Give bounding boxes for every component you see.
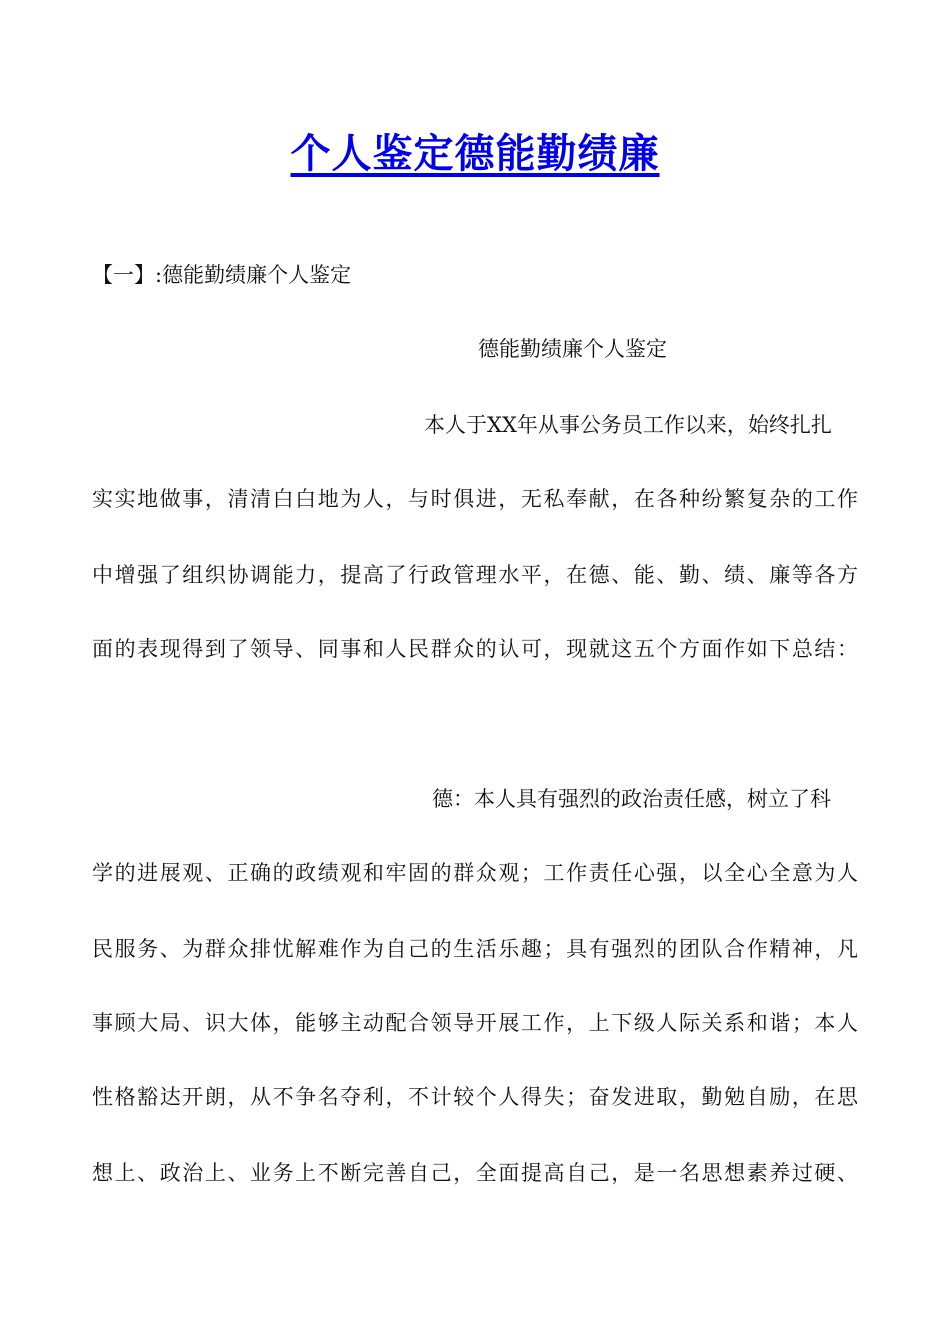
paragraph2-line-1: 德：本人具有强烈的政治责任感，树立了科 xyxy=(432,787,831,811)
subtitle: 德能勤绩廉个人鉴定 xyxy=(478,337,667,361)
section-heading: 【一】:德能勤绩廉个人鉴定 xyxy=(92,263,352,287)
paragraph1-line-1: 本人于XX年从事公务员工作以来，始终扎扎 xyxy=(424,413,832,437)
paragraph2-line-3: 民服务、为群众排忧解难作为自己的生活乐趣；具有强烈的团队合作精神，凡 xyxy=(92,937,858,961)
paragraph1-line-4: 面的表现得到了领导、同事和人民群众的认可，现就这五个方面作如下总结： xyxy=(92,637,858,661)
paragraph2-line-6: 想上、政治上、业务上不断完善自己，全面提高自己，是一名思想素养过硬、 xyxy=(92,1161,858,1185)
paragraph2-line-5: 性格豁达开朗，从不争名夺利，不计较个人得失；奋发进取，勤勉自励，在思 xyxy=(92,1085,858,1109)
paragraph2-line-4: 事顾大局、识大体，能够主动配合领导开展工作，上下级人际关系和谐；本人 xyxy=(92,1011,858,1035)
paragraph2-line-2: 学的进展观、正确的政绩观和牢固的群众观；工作责任心强，以全心全意为人 xyxy=(92,861,858,885)
paragraph1-line-3: 中增强了组织协调能力，提高了行政管理水平，在德、能、勤、绩、廉等各方 xyxy=(92,563,858,587)
document-title[interactable]: 个人鉴定德能勤绩廉 xyxy=(290,131,660,177)
paragraph1-line-2: 实实地做事，清清白白地为人，与时俱进，无私奉献，在各种纷繁复杂的工作 xyxy=(92,487,858,511)
